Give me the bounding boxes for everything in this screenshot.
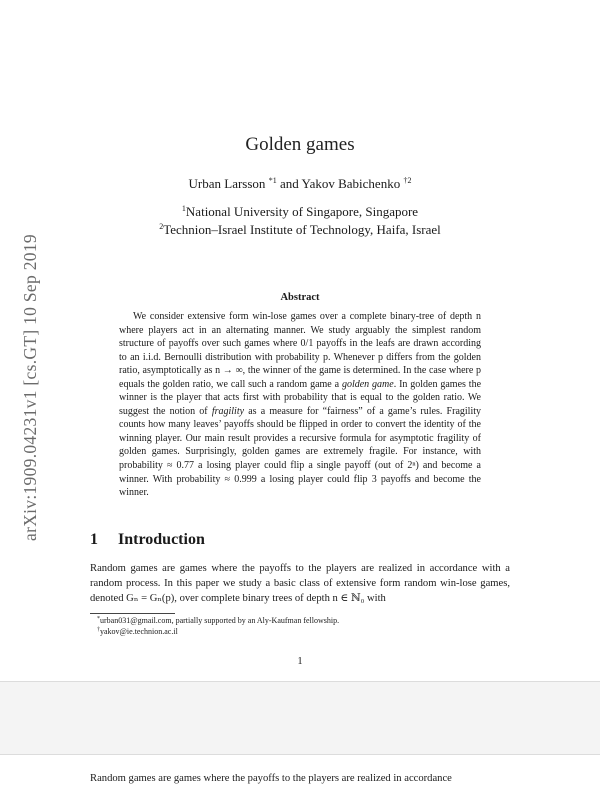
section-title: Introduction	[118, 531, 205, 548]
paper-title: Golden games	[245, 134, 355, 155]
footnote	[97, 626, 510, 637]
author-connector: and	[279, 176, 299, 191]
affiliation-line	[0, 203, 600, 221]
author-line	[0, 176, 600, 192]
introduction-paragraph: Random games are games where the payoffs to the players are realized in accordance with a random process. In this paper we study a basic class of extensive form random win-lose games, denoted Gₙ = Gₙ(p), over complete binary trees of depth n ∈ ℕ₀ with	[90, 563, 510, 604]
abstract-heading: Abstract	[280, 292, 320, 303]
abstract-emphasis: golden game	[341, 378, 394, 390]
affiliations	[0, 203, 600, 239]
abstract-text: as a measure for “fairness” of a game’s rules. Fragility counts how many leaves’ payoffs should be flipped in order to convert the identity of the winning player. Our main result provides a recursive formula for asymptotic fragility of golden games. Surprisingly, golden games are extremely fragile. For instance, with probability ≈ 0.77 a losing player could flip a single payoff (out of 2ⁿ) and become a winner. With probability ≈ 0.999 a losing player could flip 3 payoffs and become the winner.	[119, 405, 481, 499]
abstract-emphasis: fragility	[211, 405, 245, 417]
affiliation-mark: 1	[181, 204, 186, 213]
author-marks: *1	[268, 176, 277, 185]
footnote-mark: †	[97, 627, 100, 633]
author-name: Urban Larsson	[188, 176, 266, 191]
abstract-text: . In golden games the winner is the player that acts first with probability that is equal to the golden ratio. We suggest the notion of	[119, 378, 482, 417]
page-separator	[0, 681, 600, 755]
abstract-body	[119, 310, 481, 500]
page-number: 1	[297, 656, 303, 667]
section-heading	[90, 531, 205, 549]
author-name: Yakov Babichenko	[301, 176, 401, 191]
affiliation-line	[0, 221, 600, 239]
author-marks: †2	[403, 176, 412, 185]
section-number: 1	[90, 531, 98, 548]
arxiv-identifier-stamp: arXiv:1909.04231v1 [cs.GT] 10 Sep 2019	[20, 234, 40, 541]
footnote-rule	[90, 613, 175, 614]
affiliation-text: National University of Singapore, Singapore	[185, 204, 419, 219]
next-page-text: Random games are games where the payoffs to the players are realized in accordance	[90, 773, 452, 784]
footnotes	[97, 615, 510, 637]
footnote-text: urban031@gmail.com, partially supported by an Aly-Kaufman fellowship.	[100, 616, 340, 625]
footnote-text: yakov@ie.technion.ac.il	[100, 627, 178, 636]
footnote-mark: *	[97, 616, 100, 622]
affiliation-text: Technion–Israel Institute of Technology, Haifa, Israel	[163, 222, 441, 237]
footnote	[97, 615, 510, 626]
abstract-text: We consider extensive form win-lose games over a complete binary-tree of depth n where players act in an alternating manner. We study arguably the simplest random structure of payoffs over such games where 0/1 payoffs in the leafs are drawn according to an i.i.d. Bernoulli distribution with probability p. Whenever p differs from the golden ratio, asymptotically as n → ∞, the winner of the game is determined. In the case where p equals the golden ratio, we call such a random game a	[119, 311, 481, 390]
affiliation-mark: 2	[159, 222, 164, 231]
